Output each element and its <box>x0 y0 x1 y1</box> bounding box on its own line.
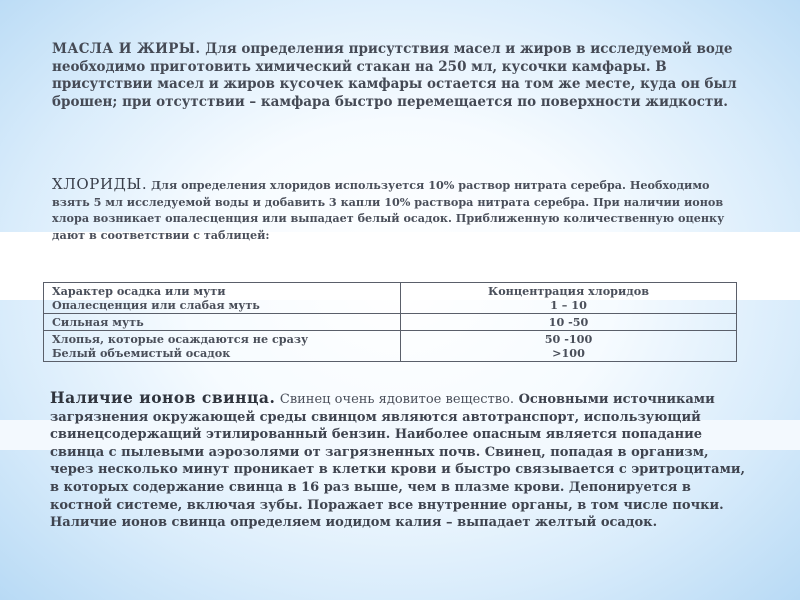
table-cell-character: Опалесценция или слабая муть <box>52 298 260 312</box>
lead-text: Основными источниками загрязнения окружающей среды свинцом являются автотранспорт, использующий свинецсодержащий этилированный бензин. Наиболее опасным является попадание свинца с пылевыми аэрозолями от загрязненных почв. Свинец, попадая в организм, через несколько минут проникает в клетки крови и быстро связывается с эритроцитами, в которых содержание свинца в 16 раз выше, чем в плазме крови. Депонируется в костной системе, включая зубы. Поражает все внутренние органы, в том числе почки. Наличие ионов свинца определяем иодидом калия – выпадает желтый осадок. <box>50 392 746 531</box>
table-cell-character: Сильная муть <box>44 314 401 331</box>
lead-heading-tail: Свинец очень ядовитое вещество. <box>279 392 515 407</box>
lead-heading: Наличие ионов свинца. <box>50 388 276 407</box>
table-row <box>44 331 737 362</box>
table-cell-character: Хлопья, которые осаждаются не сразу <box>52 332 309 346</box>
table-cell-character: Белый объемистый осадок <box>52 346 231 360</box>
column-header-concentration: Концентрация хлоридов <box>488 284 649 298</box>
table-row <box>44 283 737 314</box>
chlorides-text: Для определения хлоридов используется 10% раствор нитрата серебра. Необходимо взять 5 мл исследуемой воды и добавить 3 капли 10% раствора нитрата серебра. При наличии ионов хлора возникает опалесценция или выпадает белый осадок. Приближенную количественную оценку дают в соответствии с таблицей: <box>52 178 725 242</box>
table-cell <box>44 331 401 362</box>
chlorides-heading: ХЛОРИДЫ. <box>52 175 148 193</box>
chlorides-table <box>43 282 737 362</box>
table-cell <box>401 283 737 314</box>
table-row <box>44 314 737 331</box>
table-cell <box>44 283 401 314</box>
table-cell <box>401 331 737 362</box>
table-cell-concentration: >100 <box>552 346 585 360</box>
lead-paragraph <box>50 389 750 532</box>
fats-paragraph <box>52 41 742 111</box>
chlorides-paragraph <box>52 176 742 243</box>
table-cell-concentration: 10 -50 <box>401 314 737 331</box>
table-cell-concentration: 50 -100 <box>544 332 593 346</box>
fats-text: Для определения присутствия масел и жиров в исследуемой воде необходимо приготовить химический стакан на 250 мл, кусочки камфары. В присутствии масел и жиров кусочек камфары остается на том же месте, куда он был брошен; при отсутствии – камфара быстро перемещается по поверхности жидкости. <box>52 41 737 110</box>
fats-heading: МАСЛА И ЖИРЫ. <box>52 41 201 57</box>
table-cell-concentration: 1 – 10 <box>550 298 587 312</box>
column-header-character: Характер осадка или мути <box>52 284 226 298</box>
